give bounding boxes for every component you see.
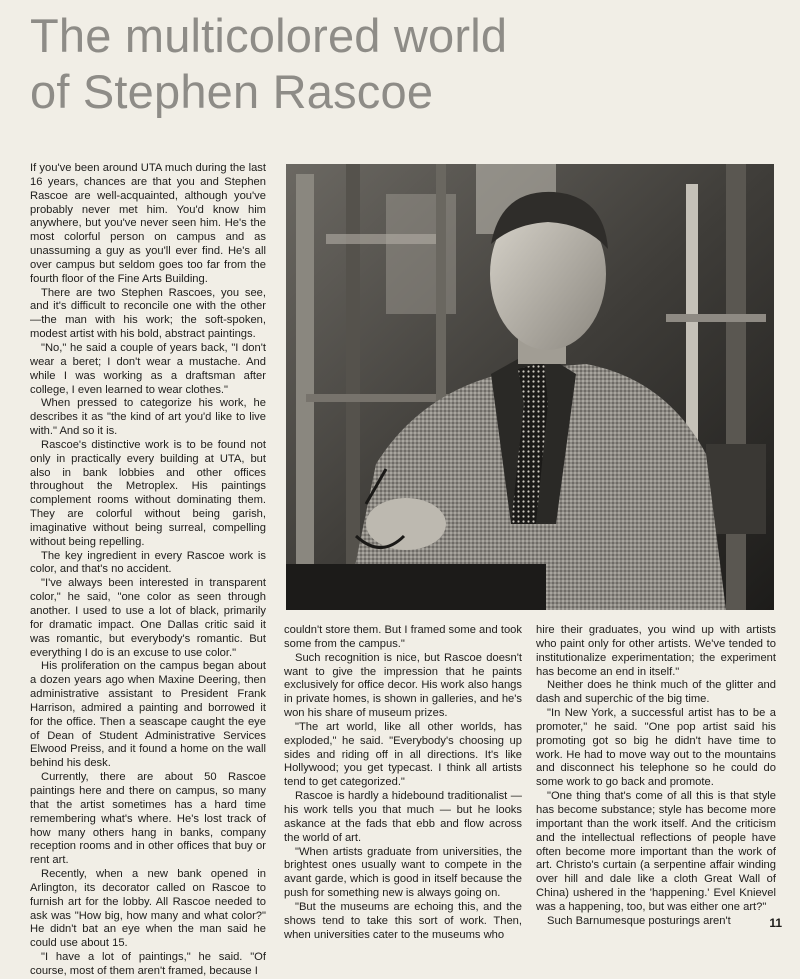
- paragraph: hire their graduates, you wind up with artists who paint only for other artists. We've tended to institutionalize experimentation; the experiment has become an end in itself.": [536, 624, 776, 678]
- paragraph: "But the museums are echoing this, and the shows tend to take this sort of work. Then, when universities cater to the museums who: [284, 900, 522, 941]
- portrait-photo: [286, 164, 774, 610]
- article-title: [30, 8, 770, 120]
- article-column-1: [30, 162, 266, 977]
- paragraph: Recently, when a new bank opened in Arlington, its decorator called on Rascoe to furnish art for the lobby. All Rascoe needed to ask was "How big, how many and what color?" He didn't bat an eye when the man said he could use about 15.: [30, 868, 266, 950]
- paragraph: "The art world, like all other worlds, has exploded," he said. "Everybody's choosing up sides and riding off in all directions. It's like Hollywood; you get typecast. I think all artists tend to get categorized.": [284, 720, 522, 789]
- article-column-2: [284, 624, 522, 941]
- paragraph: Such recognition is nice, but Rascoe doesn't want to give the impression that he paints exclusively for office decor. His work also hangs in private homes, is shown in galleries, and he's won his share of museum prizes.: [284, 651, 522, 720]
- paragraph: "When artists graduate from universities, the brightest ones usually want to compete in the avant garde, which is good in itself because the push for something new is always going on.: [284, 845, 522, 900]
- paragraph: The key ingredient in every Rascoe work is color, and that's no accident.: [30, 549, 266, 576]
- paragraph: couldn't store them. But I framed some and took some from the campus.": [284, 624, 522, 650]
- paragraph: "One thing that's come of all this is that style has become substance; style has become more important than the work itself. And the criticism and the intellectual reflections of people have often become more important than the work of art. Christo's curtain (a serpentine affair winding over hill and dale like a cloth Great Wall of China) ushered in the 'happening.' Evel Knievel was a happening, too, but was either one art?": [536, 790, 776, 913]
- paragraph: Such Barnumesque posturings aren't: [547, 914, 731, 927]
- paragraph: There are two Stephen Rascoes, you see, and it's difficult to reconcile one with the other—the man with his work; the soft-spoken, modest artist with his bold, abstract paintings.: [30, 286, 266, 341]
- paragraph: If you've been around UTA much during the last 16 years, chances are that you and Stephen Rascoe are well-acquainted, although you've probably never met him. You'd know him anywhere, but you've never seen him. He's the most colorful person on campus and as unassuming a guy as you'll ever find. He's all over campus but seldom goes too far from the fourth floor of the Fine Arts Building.: [30, 162, 266, 285]
- article-title-line-1: The multicolored world: [30, 9, 508, 62]
- paragraph: When pressed to categorize his work, he describes it as "the kind of art you'd like to live with." And so it is.: [30, 397, 266, 438]
- article-column-3: [536, 624, 776, 927]
- paragraph: Rascoe's distinctive work is to be found not only in practically every building at UTA, but also in bank lobbies and other offices throughout the Metroplex. His paintings complement rooms without dominating them. They are colorful without being garish, imaginative without being surreal, compelling without being repelling.: [30, 438, 266, 548]
- paragraph: Currently, there are about 50 Rascoe paintings here and there on campus, so many that the artist sometimes has a hard time remembering what's where. He's lost track of how many others hang in banks, company reception rooms and in other offices that buy or rent art.: [30, 771, 266, 867]
- paragraph: "In New York, a successful artist has to be a promoter," he said. "One pop artist said his promoting got so big he didn't have time to work. He had to move way out to the mountains and disconnect his telephone so he could do some work to go back and promote.: [536, 707, 776, 789]
- paragraph: His proliferation on the campus began about a dozen years ago when Maxine Deering, then administrative assistant to President Frank Harrison, admired a painting and borrowed it for the office. Then a seascape caught the eye of Dean of Student Administrative Services Elwood Preiss, and it found a home on the wall behind his desk.: [30, 660, 266, 770]
- paragraph: Rascoe is hardly a hidebound traditionalist —his work tells you that much — but he looks askance at the fads that ebb and flow across the world of art.: [284, 790, 522, 844]
- paragraph: Neither does he think much of the glitter and dash and superchic of the big time.: [536, 679, 776, 706]
- article-title-line-2: of Stephen Rascoe: [30, 65, 434, 118]
- paragraph: "No," he said a couple of years back, "I don't wear a beret; I don't wear a mustache. And while I was working as a draftsman after college, I even learned to wear clothes.": [30, 341, 266, 396]
- portrait-photo-illustration: [286, 164, 774, 610]
- page-number: 11: [769, 916, 782, 930]
- paragraph: "I have a lot of paintings," he said. "Of course, most of them aren't framed, because I: [30, 951, 266, 977]
- paragraph: "I've always been interested in transparent color," he said, "one color as seen through another. I used to use a lot of black, primarily for dramatic impact. One Dallas critic said it was romantic, but everybody's romantic. But everything I do is an excuse to use color.": [30, 577, 266, 659]
